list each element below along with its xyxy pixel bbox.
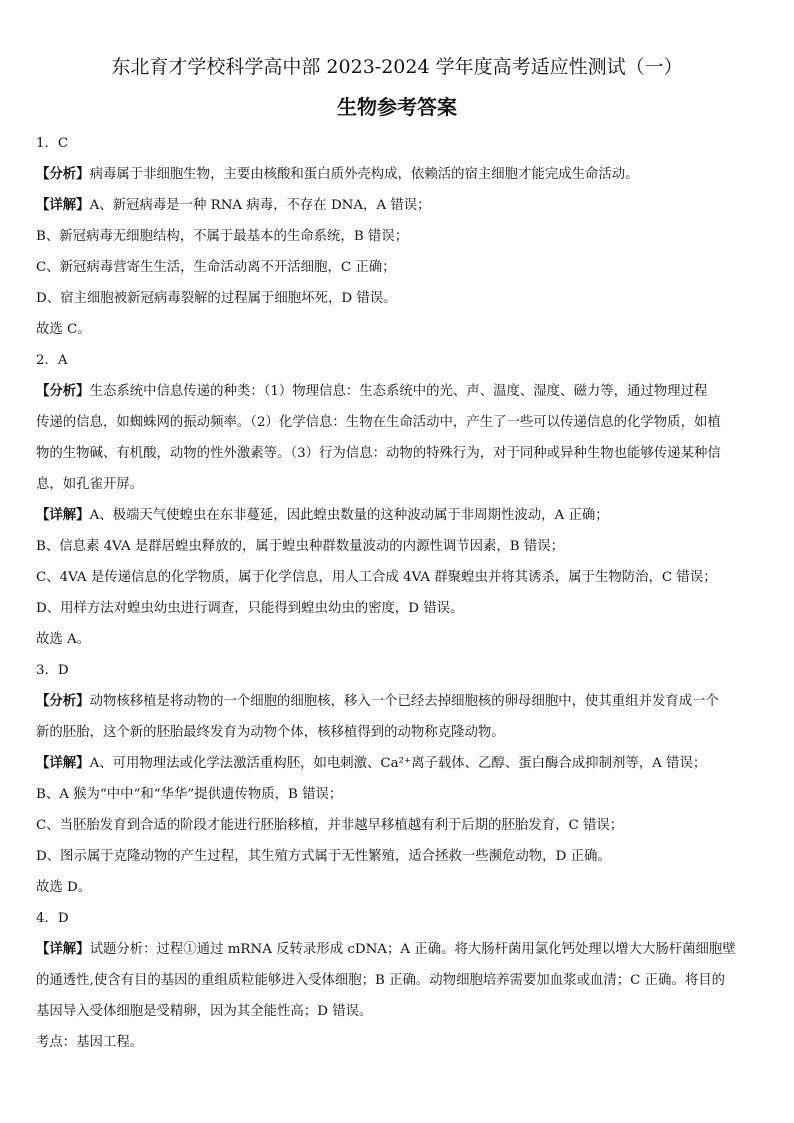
answer-line [36,438,760,469]
answer-line [36,283,760,314]
answer-text: B、A 猴为“中中”和“华华”提供遗传物质，B 错误； [36,787,343,802]
section-tag: 【详解】 [36,507,90,523]
answer-content [36,128,760,1058]
answer-line [36,996,760,1027]
answer-text: D、用样方法对蝗虫幼虫进行调查，只能得到蝗虫幼虫的密度，D 错误。 [36,601,464,616]
answer-line [36,190,760,221]
answer-line [36,841,760,872]
section-tag: 【详解】 [36,755,90,771]
answer-line [36,1027,760,1058]
question-block [36,128,760,345]
answer-line [36,686,760,717]
question-block [36,655,760,903]
answer-line [36,810,760,841]
answer-text: A、极端天气使蝗虫在东非蔓延，因此蝗虫数量的这种波动属于非周期性波动，A 正确； [89,508,609,523]
answer-line [36,779,760,810]
answer-text: C、新冠病毒营寄生生活，生命活动离不开活细胞，C 正确； [36,260,396,275]
section-tag: 【详解】 [36,941,90,957]
answer-text: 基因导入受体细胞是受精卵，因为其全能性高；D 错误。 [36,1004,373,1019]
answer-text: A、新冠病毒是一种 RNA 病毒，不存在 DNA，A 错误； [89,198,431,213]
answer-text: B、新冠病毒无细胞结构，不属于最基本的生命系统，B 错误； [36,229,409,244]
answer-line [36,221,760,252]
answer-line [36,624,760,655]
answer-text: 传递的信息，如蜘蛛网的振动频率。（2）化学信息：生物在生命活动中，产生了一些可以传递信息的化学物质，如植 [36,415,721,430]
answer-line [36,314,760,345]
answer-text: 生态系统中信息传递的种类：（1）物理信息：生态系统中的光、声、温度、湿度、磁力等，通过物理过程 [89,384,708,399]
answer-text: C、4VA 是传递信息的化学物质，属于化学信息，用人工合成 4VA 群聚蝗虫并将其诱杀，属于生物防治，C 错误； [36,570,717,585]
answer-text: 病毒属于非细胞生物，主要由核酸和蛋白质外壳构成，依赖活的宿主细胞才能完成生命活动。 [89,167,639,182]
answer-text: C、当胚胎发育到合适的阶段才能进行胚胎移植，并非越早移植越有利于后期的胚胎发育，C 错误； [36,818,624,833]
answer-text: 息，如孔雀开屏。 [36,477,144,492]
answer-text: 故选 D。 [36,880,92,895]
answer-text: 物的生物碱、有机酸，动物的性外激素等。（3）行为信息：动物的特殊行为，对于同种或异种生物也能够传递某种信 [36,446,721,461]
document-subtitle: 生物参考答案 [337,95,457,119]
answer-text: 动物核移植是将动物的一个细胞的细胞核，移入一个已经去掉细胞核的卵母细胞中，使其重组并发育成一个 [89,694,719,709]
question-number: 3．D [36,663,69,678]
question-block [36,903,760,1058]
question-number: 1．C [36,136,69,151]
answer-text: D、图示属于克隆动物的产生过程，其生殖方式属于无性繁殖，适合拯救一些濒危动物，D 正确。 [36,849,611,864]
section-tag: 【详解】 [36,197,90,213]
answer-line [36,159,760,190]
answer-line [36,748,760,779]
question-number: 2．A [36,353,68,368]
answer-text: 故选 C。 [36,322,91,337]
answer-line [36,593,760,624]
section-tag: 【分析】 [36,693,90,709]
answer-line [36,407,760,438]
answer-text: 的通透性,使含有目的基因的重组质粒能够进入受体细胞；B 正确。动物细胞培养需要加血浆或血清；C 正确。将目的 [36,973,725,988]
answer-text: A、可用物理法或化学法激活重构胚，如电刺激、Ca²⁺离子载体、乙醇、蛋白酶合成抑制剂等，A 错误； [89,756,707,771]
answer-line [36,469,760,500]
answer-line [36,934,760,965]
answer-line [36,500,760,531]
answer-line [36,965,760,996]
answer-text: 试题分析：过程①通过 mRNA 反转录形成 cDNA；A 正确。将大肠杆菌用氯化钙处理以增大大肠杆菌细胞壁 [89,942,736,957]
answer-text: B、信息素 4VA 是群居蝗虫释放的，属于蝗虫种群数量波动的内源性调节因素，B 错误； [36,539,565,554]
answer-text: 考点：基因工程。 [36,1035,144,1050]
section-tag: 【分析】 [36,383,90,399]
answer-line [36,531,760,562]
answer-text: 新的胚胎，这个新的胚胎最终发育为动物个体，核移植得到的动物称克隆动物。 [36,725,505,740]
answer-line [36,252,760,283]
answer-text: D、宿主细胞被新冠病毒裂解的过程属于细胞坏死，D 错误。 [36,291,397,306]
answer-line [36,717,760,748]
answer-line [36,562,760,593]
answer-text: 故选 A。 [36,632,91,647]
answer-line [36,872,760,903]
question-number: 4．D [36,911,69,926]
answer-line [36,376,760,407]
section-tag: 【分析】 [36,166,90,182]
document-title: 东北育才学校科学高中部 2023-2024 学年度高考适应性测试（一） [111,56,683,78]
question-block [36,345,760,655]
